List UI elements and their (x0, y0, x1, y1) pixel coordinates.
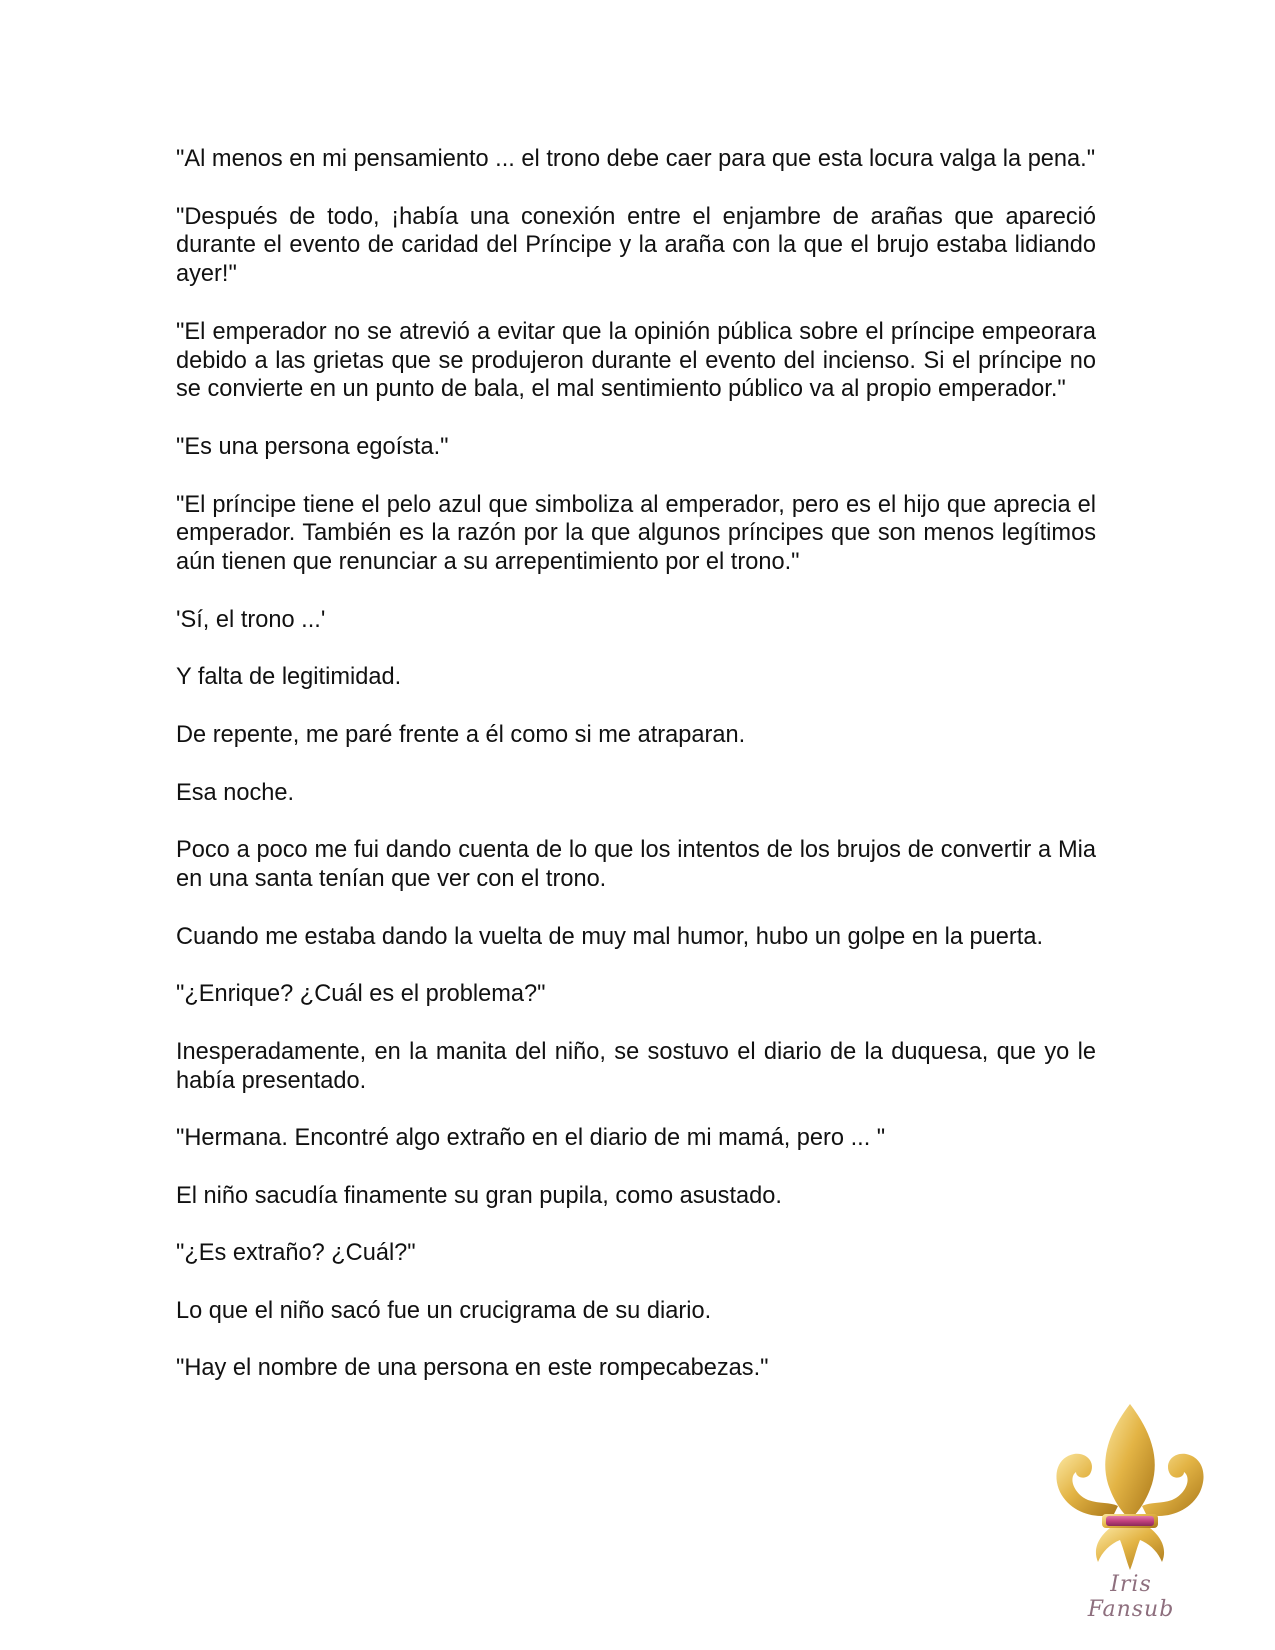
paragraph: El niño sacudía finamente su gran pupila, como asustado. (176, 1182, 782, 1209)
paragraph: "¿Enrique? ¿Cuál es el problema?" (176, 981, 546, 1008)
paragraph: Poco a poco me fui dando cuenta de lo que los intentos de los brujos de convertir a Mia en una santa tenían que ver con el trono. (176, 837, 1096, 892)
paragraph: Inesperadamente, en la manita del niño, se sostuvo el diario de la duquesa, que yo le había presentado. (176, 1038, 1096, 1094)
paragraph: "Hermana. Encontré algo extraño en el diario de mi mamá, pero ... " (176, 1125, 886, 1152)
document-body (176, 145, 1096, 1412)
paragraph: 'Sí, el trono ...' (176, 606, 326, 633)
paragraph: Lo que el niño sacó fue un crucigrama de su diario. (176, 1297, 712, 1324)
paragraph: "El príncipe tiene el pelo azul que simboliza al emperador, pero es el hijo que aprecia el emperador. También es la razón por la que algunos príncipes que son menos legítimos aún tienen que renunciar a su arrepentimiento por el trono." (176, 491, 1096, 576)
paragraph: Cuando me estaba dando la vuelta de muy mal humor, hubo un golpe en la puerta. (176, 923, 1044, 950)
paragraph: "¿Es extraño? ¿Cuál?" (176, 1240, 416, 1267)
paragraph: "Es una persona egoísta." (176, 433, 449, 460)
paragraph: "Al menos en mi pensamiento ... el trono debe caer para que esta locura valga la pena." (176, 146, 1096, 172)
paragraph: De repente, me paré frente a él como si me atraparan. (176, 721, 746, 748)
paragraph: "El emperador no se atrevió a evitar que la opinión pública sobre el príncipe empeorara debido a las grietas que se produjeron durante el evento del incienso. Si el príncipe no se convierte en un punto de bala, el mal sentimiento público va al propio emperador." (176, 318, 1096, 403)
paragraph: Esa noche. (176, 779, 295, 806)
paragraph: "Después de todo, ¡había una conexión entre el enjambre de arañas que apareció durante el evento de caridad del Príncipe y la araña con la que el brujo estaba lidiando ayer!" (176, 203, 1096, 288)
paragraph: Y falta de legitimidad. (176, 664, 402, 691)
paragraph: "Hay el nombre de una persona en este rompecabezas." (176, 1355, 769, 1382)
watermark-text: Iris Fansub (1087, 1572, 1175, 1622)
